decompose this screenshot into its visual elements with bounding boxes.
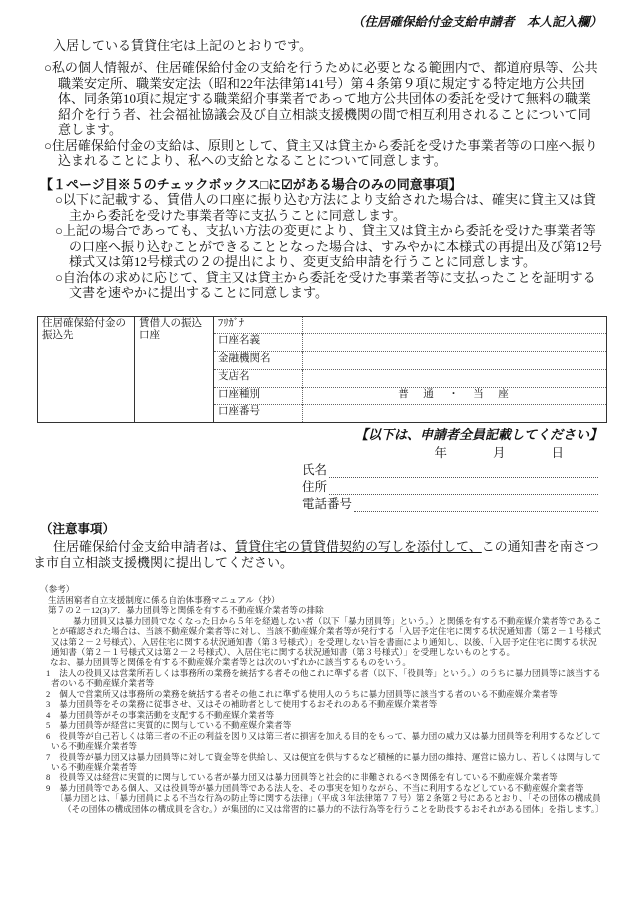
list-item-text: 暴力団員等をその業務に従事させ、又はその補助者として使用するおそれのある不動産媒介業者等	[59, 699, 438, 710]
all-applicants-note: 【以下は、申請者全員記載してください】	[354, 427, 602, 443]
circle-bullet-icon: ○	[44, 137, 52, 153]
list-item-number: 5	[46, 720, 51, 731]
consent-item	[55, 270, 602, 301]
consent-item	[55, 192, 602, 223]
table-header-tenant-account: 賃借人の振込口座	[135, 316, 214, 423]
consent-item-text: 住居確保給付金の支給は、原則として、貸主又は貸主から委託を受けた事業者等の口座へ振り込まれることにより、私への支給となることについて同意します。	[51, 137, 598, 168]
notes-heading: （注意事項）	[40, 522, 116, 537]
date-year-label: 年	[434, 446, 447, 461]
consent-item-text: 上記の場合であっても、支払い方法の変更により、貸主又は貸主から委託を受けた事業者等の口座へ振り込むことができることとなった場合は、すみやかに本様式の再提出及び第12号様式又は第12号様式の２の提出により、変更支給申請を行うことに同意します。	[62, 223, 603, 269]
conditional-consent-heading: 【１ページ目※５のチェックボックス□に☑がある場合のみの同意事項】	[40, 176, 462, 192]
table-header-transfer-destination: 住居確保給付金の振込先	[38, 316, 135, 423]
row-label-account-holder: 口座名義	[214, 334, 303, 352]
bank-account-table	[37, 316, 607, 424]
notes-text-suffix: この通知書を南さつま市自立相談支援機関に提出してください。	[33, 539, 599, 571]
list-item-text: 暴力団員等である個人、又は役員等が暴力団員等である法人を、その事実を知りながら、不当に利用するなどしている不動産媒介業者等	[59, 782, 584, 793]
consent-item-text: 以下に記載する、賃借人の口座に振り込む方法により支給された場合は、確実に貸主又は貸主から委託を受けた事業者等に支払うことに同意します。	[62, 192, 596, 223]
name-input-line[interactable]	[329, 460, 598, 478]
notes-text-underlined: 賃貸住宅の賃貸借契約の写しを添付して、	[235, 539, 482, 555]
address-field-row	[302, 478, 598, 495]
reference-list-item	[46, 668, 602, 689]
row-label-branch-name: 支店名	[214, 369, 303, 387]
circle-bullet-icon: ○	[55, 269, 63, 285]
phone-label: 電話番号	[302, 497, 353, 512]
consent-item	[44, 138, 602, 169]
date-field[interactable]	[40, 446, 564, 461]
row-label-bank-name: 金融機関名	[214, 352, 303, 370]
reference-list-item	[46, 710, 602, 720]
address-label: 住所	[302, 480, 328, 495]
list-item-number: 3	[46, 699, 51, 710]
reference-list-item	[46, 752, 602, 773]
list-item-text: 個人で営業所又は事務所の業務を統括する者その他これに準ずる使用人のうちに暴力団員等に該当する者のいる不動産媒介業者等	[59, 688, 558, 699]
furigana-field[interactable]	[303, 316, 607, 334]
phone-field-row	[302, 495, 598, 512]
reference-section-heading: 第７の２－12(3)ア．暴力団員等と関係を有する不動産媒介業者等の排除	[48, 605, 324, 616]
list-item-number: 9	[46, 782, 51, 793]
reference-title: （参考）	[40, 584, 75, 595]
conditional-consent-list	[40, 192, 602, 301]
circle-bullet-icon: ○	[55, 192, 63, 207]
date-month-label: 月	[492, 446, 506, 461]
account-holder-field[interactable]	[303, 334, 607, 352]
reference-list-item	[46, 731, 602, 752]
notes-body	[33, 539, 602, 571]
reference-nao-line: なお、暴力団員等と関係を有する不動産媒介業者等とは次のいずれかに該当するものをいう。	[50, 657, 411, 668]
reference-list-item	[46, 699, 602, 709]
circle-bullet-icon: ○	[55, 223, 63, 238]
notes-text-prefix: 住居確保給付金支給申請者は、	[53, 539, 236, 555]
branch-name-field[interactable]	[303, 369, 607, 387]
reference-list-item	[46, 689, 602, 699]
list-item-text: 役員等が自己若しくは第三者の不正の利益を図り又は第三者に損害を加える目的をもって、暴力団の威力又は暴力団員等を利用するなどしている不動産媒介業者等	[51, 730, 601, 752]
list-item-number: 6	[46, 730, 51, 741]
consent-item-text: 私の個人情報が、住居確保給付金の支給を行うために必要となる範囲内で、都道府県等、公共職業安定所、職業安定法（昭和22年法律第141号）第４条第９項に規定する特定地方公共団体、同条第10項に規定する職業紹介事業者であって地方公共団体の委託を受けて無料の職業紹介を行う者、社会福祉協議会及び自立相談支援機関の間で相互利用されることについて同意します。	[51, 60, 598, 137]
list-item-number: 2	[46, 688, 51, 699]
reference-footnote: 〔暴力団とは、「暴力団員による不当な行為の防止等に関する法律」（平成３年法律第７７号）第２条第２号にあるとおり、「その団体の構成員（その団体の構成団体の構成員を含む。）が集団的に又は常習的に暴力的不法行為等を行うことを助長するおそれがある団体」を指します。〕	[55, 793, 604, 814]
list-item-number: 1	[46, 667, 51, 678]
list-item-text: 暴力団員等が経営に実質的に関与している不動産媒介業者等	[59, 720, 292, 731]
form-section-title: （住居確保給付金支給申請者 本人記入欄）	[351, 15, 602, 29]
consent-item	[55, 223, 602, 270]
list-item-number: 4	[46, 709, 51, 720]
row-label-account-type: 口座種別	[214, 387, 303, 405]
main-consent-list	[40, 60, 602, 169]
address-input-line[interactable]	[329, 477, 598, 495]
bank-name-field[interactable]	[303, 352, 607, 370]
reference-list-item	[46, 720, 602, 730]
phone-input-line[interactable]	[354, 494, 598, 512]
list-item-number: 7	[46, 751, 51, 762]
list-item-text: 役員等が暴力団又は暴力団員等に対して資金等を供給し、又は便宜を供与するなど積極的に暴力団の維持、運営に協力し、若しくは関与している不動産媒介業者等	[51, 751, 601, 772]
reference-section	[40, 584, 602, 814]
row-label-account-number: 口座番号	[214, 405, 303, 423]
account-number-field[interactable]	[303, 405, 607, 423]
date-day-label: 日	[551, 446, 564, 461]
consent-item-text: 自治体の求めに応じて、貸主又は貸主から委託を受けた事業者等に支払ったことを証明する文書を速やかに提出することに同意します。	[62, 269, 596, 300]
consent-item	[44, 60, 602, 138]
reference-list-item	[46, 783, 602, 793]
reference-list-item	[46, 772, 602, 782]
intro-text: 入居している賃貸住宅は上記のとおりです。	[53, 38, 312, 53]
list-item-text: 役員等又は経営に実質的に関与している者が暴力団又は暴力団員等と社会的に非難されるべき関係を有している不動産媒介業者等	[59, 772, 558, 783]
reference-subtitle: 生活困窮者自立支援制度に係る自治体事務マニュアル（抄）	[48, 594, 280, 605]
list-item-number: 8	[46, 772, 51, 783]
name-field-row	[302, 461, 598, 478]
name-label: 氏名	[302, 463, 328, 478]
reference-paragraph: 暴力団員又は暴力団員でなくなった日から５年を経過しない者（以下「暴力団員等」という。）と関係を有する不動産媒介業者等であることが確認された場合は、当該不動産媒介業者等に対し、当該不動産媒介業者等が発行する「入居予定住宅に関する状況通知書（第２－１号様式又は第２－２号様式）、入居住宅に関する状況通知書（第３号様式）」を受理しない旨を書面により通知し、以後、「入居予定住宅に関する状況通知書（第２－１号様式又は第２－２号様式）、入居住宅に関する状況通知書（第３号様式）」を受理しないものとする。	[51, 615, 602, 657]
circle-bullet-icon: ○	[44, 60, 52, 75]
account-type-options[interactable]: 普 通 ・ 当 座	[303, 387, 607, 405]
list-item-text: 暴力団員等がその事業活動を支配する不動産媒介業者等	[59, 709, 275, 720]
list-item-text: 法人の役員又は営業所若しくは事務所の業務を統括する者その他これに準ずる者（以下、「役員等」という。）のうちに暴力団員等に該当する者のいる不動産媒介業者等	[51, 667, 601, 689]
row-label-furigana: ﾌﾘｶﾞﾅ	[214, 316, 303, 334]
